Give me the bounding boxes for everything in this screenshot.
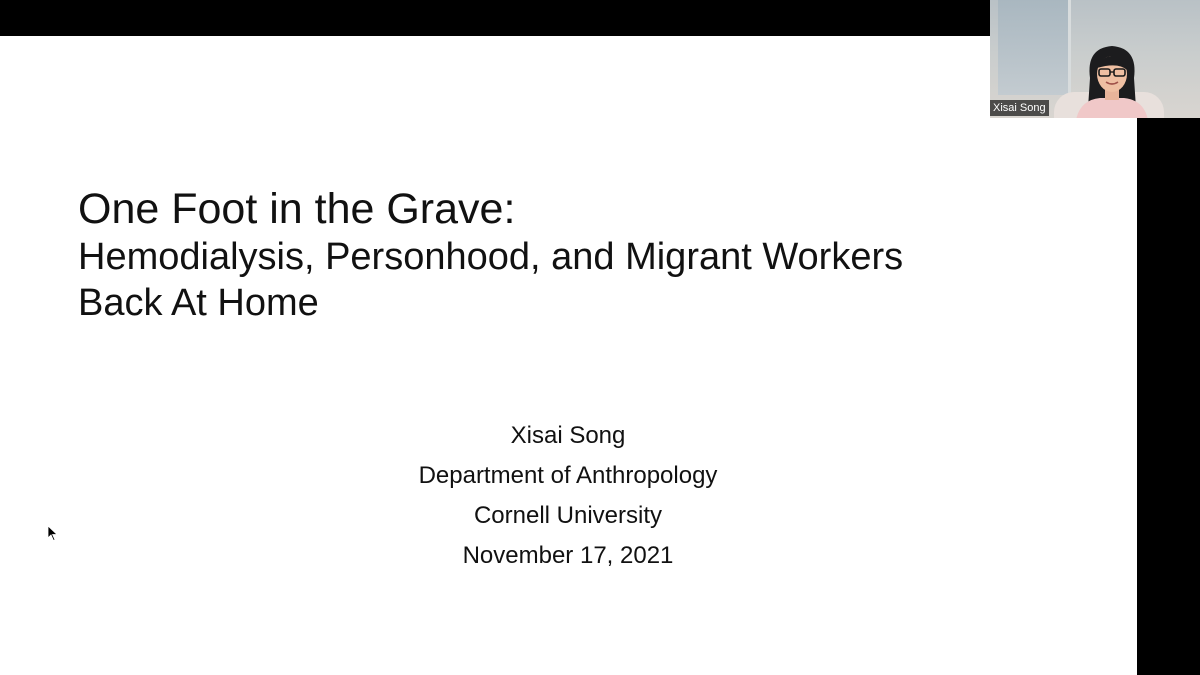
participant-video-tile[interactable] — [990, 0, 1200, 118]
slide-subtitle-line-2: Back At Home — [78, 282, 319, 324]
presenter-institution: Cornell University — [473, 502, 663, 529]
background-window — [998, 0, 1071, 95]
participant-name-label: Xisai Song — [990, 100, 1049, 116]
presentation-slide — [0, 36, 1137, 675]
presenter-department: Department of Anthropology — [418, 462, 718, 489]
slide-title: One Foot in the Grave: — [78, 185, 516, 233]
mouse-pointer-icon — [48, 526, 58, 542]
slide-title-block — [78, 184, 903, 326]
presenter-info — [318, 416, 818, 576]
participant-avatar — [1072, 38, 1152, 118]
slide-subtitle-line-1: Hemodialysis, Personhood, and Migrant Workers — [78, 236, 904, 278]
presenter-name: Xisai Song — [510, 422, 626, 449]
presentation-date: November 17, 2021 — [462, 542, 674, 569]
